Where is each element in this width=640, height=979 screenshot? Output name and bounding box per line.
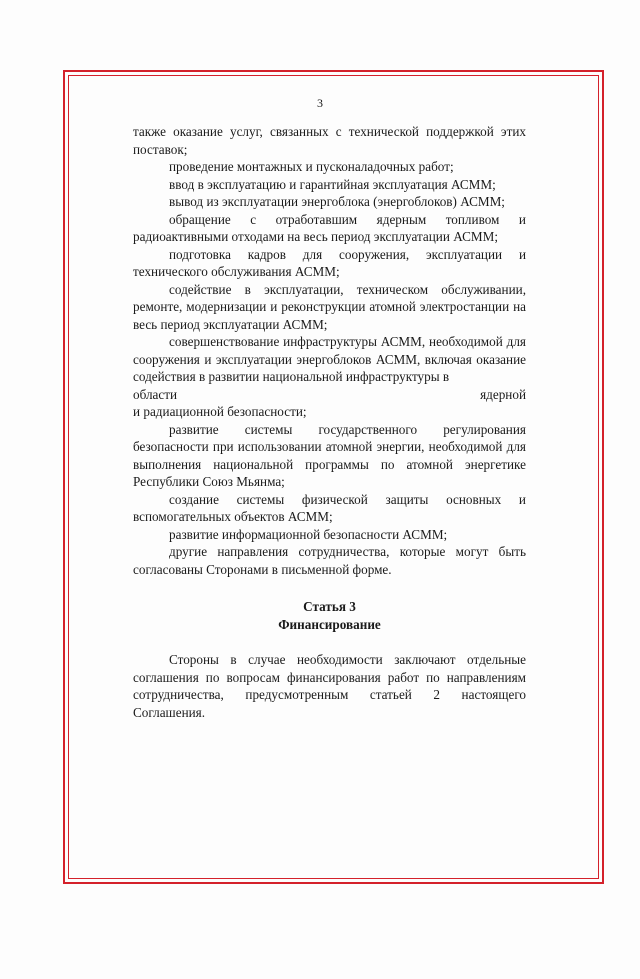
paragraph: вывод из эксплуатации энергоблока (энергоблоков) АСММ; — [169, 194, 505, 209]
paragraph: развитие информационной безопасности АСММ; — [169, 526, 448, 542]
paragraph: содействие в эксплуатации, техническом обслуживании, ремонте, модернизации и реконструкции атомной электростанции на весь период эксплуатации АСММ; — [133, 281, 526, 332]
paragraph: проведение монтажных и пусконаладочных работ; — [169, 159, 454, 174]
paragraph: ввод в эксплуатацию и гарантийная эксплуатация АСММ; — [169, 176, 496, 192]
paragraph: и радиационной безопасности; — [133, 404, 307, 419]
paragraph: также оказание услуг, связанных с технической поддержкой этих поставок; — [133, 124, 526, 157]
paragraph: другие направления сотрудничества, которые могут быть согласованы Сторонами в письменной форме. — [133, 544, 526, 577]
article-title: Финансирование — [278, 616, 381, 632]
paragraph: развитие системы государственного регулирования безопасности при использовании атомной энергии, необходимой для выполнения национальной программы по атомной энергетике Республики Союз Мьянма; — [133, 421, 526, 489]
paragraph: создание системы физической защиты основных и вспомогательных объектов АСММ; — [133, 491, 526, 524]
paragraph: области ядерной — [133, 386, 526, 402]
paragraph: обращение с отработавшим ядерным топливом и радиоактивными отходами на весь период эксплуатации АСММ; — [133, 211, 526, 244]
article-number: Статья 3 — [303, 599, 356, 614]
paragraph: Стороны в случае необходимости заключают отдельные соглашения по вопросам финансирования работ по направлениям сотрудничества, предусмотренным статьей 2 настоящего Соглашения. — [133, 652, 526, 720]
document-body — [133, 123, 526, 721]
paragraph: подготовка кадров для сооружения, эксплуатации и технического обслуживания АСММ; — [133, 246, 526, 279]
article-heading — [133, 598, 526, 633]
paragraph: совершенствование инфраструктуры АСММ, необходимой для сооружения и эксплуатации энергоблоков АСММ, включая оказание содействия в развитии национальной инфраструктуры в — [133, 334, 526, 384]
page-number: 3 — [317, 96, 323, 110]
